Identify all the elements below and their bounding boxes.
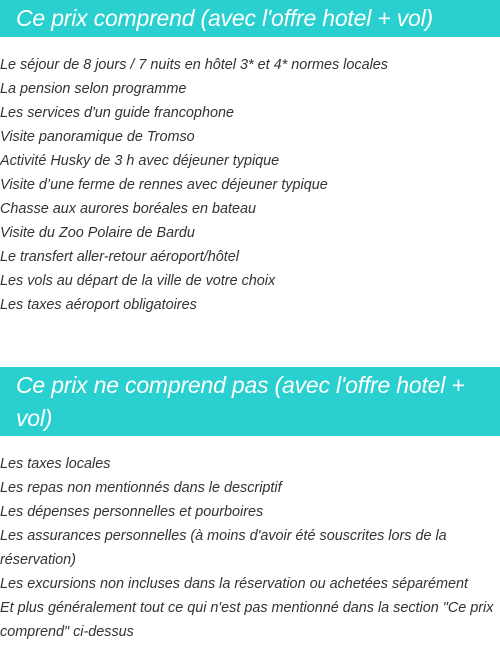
- included-section-title: Ce prix comprend (avec l'offre hotel + vol): [0, 0, 500, 37]
- included-items-list: [0, 53, 500, 317]
- excluded-item: Et plus généralement tout ce qui n'est pas mentionné dans la section "Ce prix comprend" ci-dessus: [0, 600, 494, 640]
- excluded-item: Les excursions non incluses dans la réservation ou achetées séparément: [0, 576, 468, 592]
- included-item: Visite panoramique de Tromso: [0, 129, 195, 145]
- included-item: Chasse aux aurores boréales en bateau: [0, 201, 257, 217]
- included-item: Les services d'un guide francophone: [0, 105, 234, 121]
- excluded-section-title: Ce prix ne comprend pas (avec l'offre hotel + vol): [0, 367, 500, 436]
- included-item: Visite du Zoo Polaire de Bardu: [0, 225, 195, 241]
- excluded-item: Les dépenses personnelles et pourboires: [0, 504, 264, 520]
- included-item: Le séjour de 8 jours / 7 nuits en hôtel 3* et 4* normes locales: [0, 57, 388, 73]
- excluded-items-list: [0, 452, 500, 644]
- included-item: Les vols au départ de la ville de votre choix: [0, 273, 276, 289]
- excluded-item: Les taxes locales: [0, 456, 111, 472]
- included-item: Les taxes aéroport obligatoires: [0, 297, 197, 313]
- excluded-item: Les repas non mentionnés dans le descriptif: [0, 480, 282, 496]
- included-item: Le transfert aller-retour aéroport/hôtel: [0, 249, 239, 265]
- included-item: La pension selon programme: [0, 81, 187, 97]
- included-item: Activité Husky de 3 h avec déjeuner typique: [0, 153, 280, 169]
- excluded-item: Les assurances personnelles (à moins d'avoir été souscrites lors de la réservation): [0, 528, 447, 568]
- included-item: Visite d’une ferme de rennes avec déjeuner typique: [0, 177, 328, 193]
